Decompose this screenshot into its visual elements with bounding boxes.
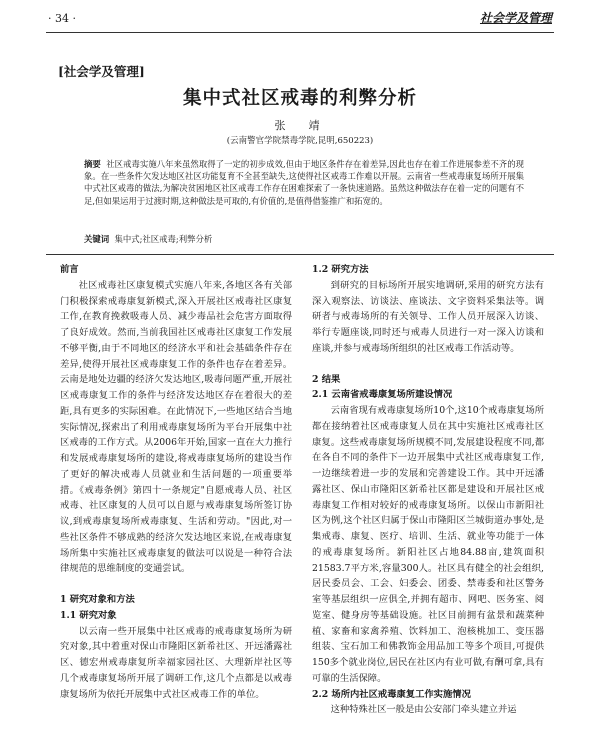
- right-column: [312, 262, 544, 718]
- section-heading: 1 研究对象和方法: [60, 594, 135, 605]
- keywords-text: 集中式;社区戒毒;利弊分析: [114, 234, 213, 244]
- abstract: [84, 158, 524, 207]
- section-heading: 1.2 研究方法: [312, 264, 369, 275]
- section-heading: 前言: [60, 264, 79, 275]
- body-paragraph: 这种特殊社区一般是由公安部门牵头建立并运: [330, 704, 517, 716]
- section-heading: 2 结果: [312, 373, 341, 385]
- section-heading: 1.1 研究对象: [60, 609, 117, 621]
- section-gap: [312, 357, 544, 372]
- article-title: 集中式社区戒毒的利弊分析: [182, 88, 417, 109]
- body-paragraph: 到研究的目标场所开展实地调研,采用的研究方法有深入观察法、访谈法、座谈法、文字资料采集法等。调研者与戒毒场所的有关领导、工作人员开展深入访谈、举行专题座谈,同时还与戒毒人员进行一对一深入访谈和座谈,并参与戒毒场所组织的社区戒毒工作活动等。: [312, 279, 544, 354]
- section-heading: 2.2 场所内社区戒毒康复工作实施情况: [312, 688, 471, 700]
- section-gap: [60, 577, 292, 592]
- page-number: · 34 ·: [48, 12, 76, 25]
- author-affiliation: (云南警官学院禁毒学院,昆明,650223): [226, 136, 374, 146]
- body-paragraph: 以云南一些开展集中社区戒毒的戒毒康复场所为研究对象,其中着重对保山市隆阳区新希社区、开远潘露社区、德宏州戒毒康复所幸福家园社区、大理新岸社区等几个戒毒康复场所开展了调研工作,这几个点都是以戒毒康复场所为依托开展集中式社区戒毒工作的单位。: [60, 625, 292, 700]
- section-heading: 2.1 云南省戒毒康复场所建设情况: [312, 389, 453, 401]
- abstract-text: 社区戒毒实施八年来虽然取得了一定的初步成效,但由于地区条件存在着差异,因此也存在着工作进展参差不齐的现象。在一些条件欠发达地区社区功能复育不全甚至缺失,这使得社区戒毒工作难以开展。云南省一些戒毒康复场所开展集中式社区戒毒的做法,为解决贫困地区社区戒毒工作存在困难探索了一条快速道路。虽然这种做法存在着一定的问题有不足,但如果运用于过渡时期,这种做法是可取的,有价值的,是值得借鉴推广和拓宽的。: [84, 159, 525, 206]
- section-tag: [社会学及管理]: [58, 64, 145, 79]
- abstract-label: 摘要: [84, 159, 101, 169]
- body-paragraph: 云南省现有戒毒康复场所10个,这10个戒毒康复场所都在接纳着社区戒毒康复人员在其中实施社区戒毒社区康复。这些戒毒康复场所规模不同,发展建设程度不同,都在各自不同的条件下一边开展集中式社区戒毒康复工作,一边继续着进一步的发展和完善建设工作。其中开远潘露社区、保山市隆阳区新希社区都是建设和开展社区戒毒康复工作相对较好的戒毒康复场所。以保山市新阳社区为例,这个社区归属于保山市隆阳区兰城街道办事处,是集戒毒、康复、医疗、培训、生活、就业等功能于一体的戒毒康复场所。新阳社区占地84.88亩,建筑面积21583.7平方米,容量300人。社区具有健全的社会组织,居民委员会、工会、妇委会、团委、禁毒委和社区警务室等基层组织一应俱全,并拥有超市、网吧、医务室、阅览室、健身房等基础设施。社区目前拥有盆景和蔬菜种植、家畜和家禽养殖、饮料加工、泡核桃加工、变压器组装、宝石加工和佛教饰金用品加工等多个项目,可提供150多个就业岗位,居民在社区内有业可做,有酬可拿,具有可靠的生活保障。: [312, 405, 544, 684]
- author-name: 张 靖: [274, 119, 326, 132]
- body-paragraph: 社区戒毒社区康复模式实施八年来,各地区各有关部门积极探索戒毒康复新模式,深入开展社区戒毒社区康复工作,在教育挽救吸毒人员、减少毒品社会危害方面取得了良好成效。然而,当前我国社区戒毒社区康复工作发展不够平衡,由于不同地区的经济水平和社会基础条件存在差异,使得开展社区戒毒康复工作的条件也存在着差异。云南是地处边疆的经济欠发达地区,吸毒问题严重,开展社区戒毒康复工作的条件与经济发达地区存在着很大的差距,具有更多的实际困难。在此情况下,一些地区结合当地实际情况,探索出了利用戒毒康复场所为平台开展集中社区戒毒的工作方式。从2006年开始,国家一直在大力推行和发展戒毒康复场所的建设,将戒毒康复场所的建设当作了更好的解决戒毒人员就业和生活问题的一项重要举措。《戒毒条例》第四十一条规定"自愿戒毒人员、社区戒毒、社区康复的人员可以自愿与戒毒康复场所签订协议,到戒毒康复场所戒毒康复、生活和劳动。"因此,对一些社区条件不够成熟的经济欠发达地区来说,在戒毒康复场所集中实施社区戒毒康复的做法可以说是一种符合法律规范的思维制度的变通尝试。: [60, 279, 292, 575]
- keywords: [84, 233, 524, 245]
- header-rule: [46, 32, 554, 33]
- journal-section-header: 社会学及管理: [479, 11, 552, 25]
- abstract-rule: [46, 254, 554, 255]
- keywords-label: 关键词: [84, 234, 110, 244]
- left-column: [60, 262, 292, 702]
